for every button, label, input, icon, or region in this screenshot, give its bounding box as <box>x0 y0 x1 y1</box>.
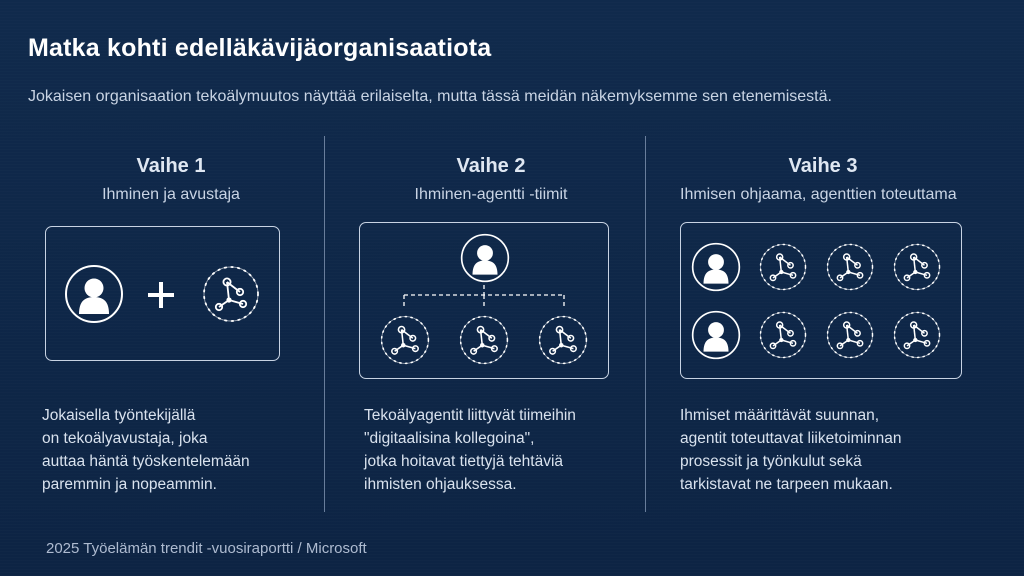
stage-3-subtitle: Ihmisen ohjaama, agenttien toteuttama <box>680 186 957 203</box>
page-title: Matka kohti edelläkävijäorganisaatiota <box>28 34 492 62</box>
page-subtitle: Jokaisen organisaation tekoälymuutos näyttää erilaiselta, mutta tässä meidän näkemyksemme sen etenemisestä. <box>28 88 832 105</box>
stage-2-description: Tekoälyagentit liittyvät tiimeihin "digitaalisina kollegoina", jotka hoitavat tiettyjä tehtäviä ihmisten ohjauksessa. <box>364 407 576 493</box>
stage-2-subtitle: Ihminen-agentti -tiimit <box>414 186 568 203</box>
stage-1-subtitle: Ihminen ja avustaja <box>102 186 240 203</box>
person-icon <box>691 242 741 292</box>
divider-2 <box>645 136 646 512</box>
stage-3-description: Ihmiset määrittävät suunnan, agentit toteuttavat liiketoiminnan prosessit ja työnkulut sekä tarkistavat ne tarpeen mukaan. <box>680 407 902 493</box>
stage-1-card <box>45 226 280 361</box>
person-icon <box>691 310 741 360</box>
agent-network-icon <box>379 314 431 366</box>
agent-network-icon <box>537 314 589 366</box>
agent-network-icon <box>201 264 261 324</box>
plus-icon <box>146 280 176 310</box>
divider-1 <box>324 136 325 512</box>
agent-network-icon <box>892 242 942 292</box>
stage-3-title: Vaihe 3 <box>788 155 858 177</box>
agent-network-icon <box>758 310 808 360</box>
agent-network-icon <box>825 310 875 360</box>
agent-network-icon <box>758 242 808 292</box>
agent-network-icon <box>458 314 510 366</box>
stage-1-description: Jokaisella työntekijällä on tekoälyavustaja, joka auttaa häntä työskentelemään paremmin ja nopeammin. <box>42 407 250 493</box>
agent-network-icon <box>892 310 942 360</box>
stage-2-title: Vaihe 2 <box>456 155 526 177</box>
stage-1-title: Vaihe 1 <box>136 155 206 177</box>
footer-source: 2025 Työelämän trendit -vuosiraportti / Microsoft <box>46 540 367 557</box>
agent-network-icon <box>825 242 875 292</box>
stage-3-card <box>680 222 962 379</box>
person-icon <box>64 264 124 324</box>
stage-2-card <box>359 222 609 379</box>
person-icon <box>460 233 510 283</box>
